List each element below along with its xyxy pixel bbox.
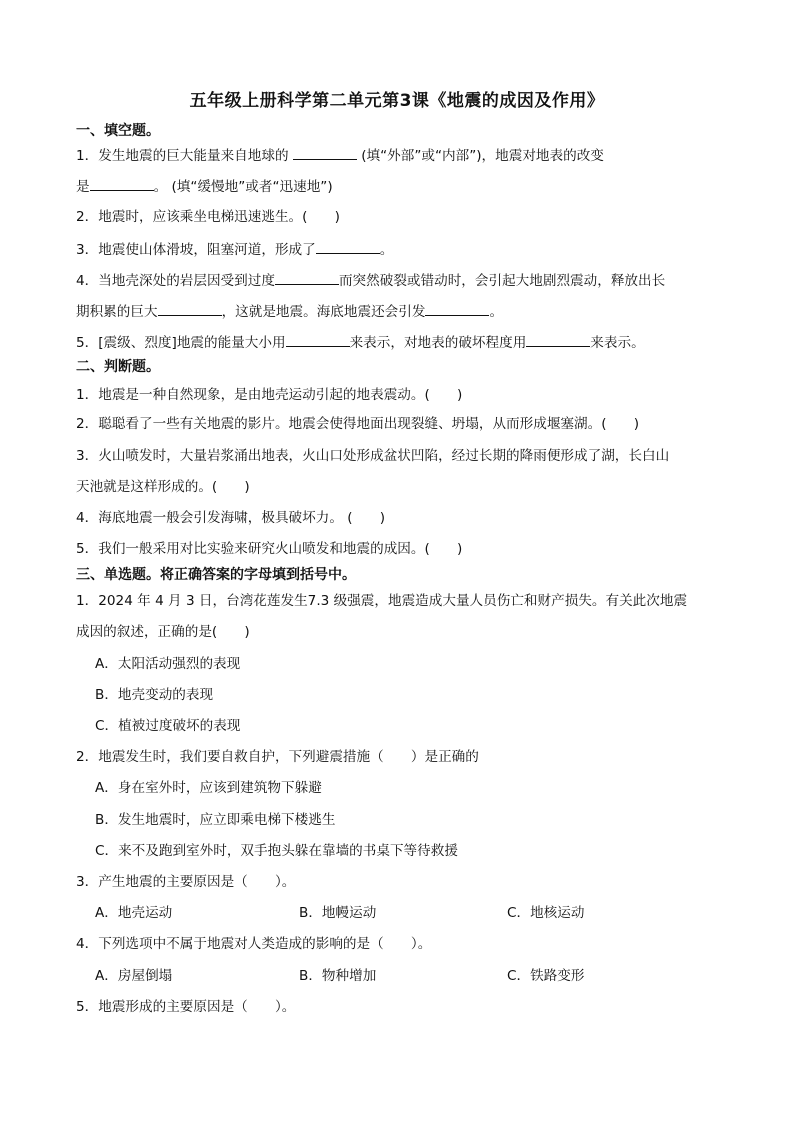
question-mc-4: 4．下列选项中不属于地震对人类造成的影响的是（ ）。 xyxy=(76,936,432,952)
option-c[interactable]: C．地核运动 xyxy=(507,905,585,921)
text: 是 xyxy=(76,179,90,195)
option-b[interactable]: B．物种增加 xyxy=(299,968,377,984)
option-c[interactable]: C．来不及跑到室外时，双手抱头躲在靠墙的书桌下等待救援 xyxy=(95,843,458,859)
text: 来表示，对地表的破坏程度用 xyxy=(349,335,527,351)
question-tf-2: 2．聪聪看了一些有关地震的影片。地震会使得地面出现裂缝、坍塌，从而形成堰塞湖。( ) xyxy=(76,416,640,432)
section-heading-fill-blank: 一、填空题。 xyxy=(76,123,160,139)
question-fill-1-line2 xyxy=(76,176,333,197)
text: (填“外部”或“内部”)，地震对地表的改变 xyxy=(361,148,604,164)
question-tf-3-line1: 3．火山喷发时，大量岩浆涌出地表，火山口处形成盆状凹陷，经过长期的降雨便形成了湖，长白山 xyxy=(76,448,670,464)
option-b[interactable]: B．地壳变动的表现 xyxy=(95,687,214,703)
option-a[interactable]: A．房屋倒塌 xyxy=(95,968,173,984)
text: 1．发生地震的巨大能量来自地球的 xyxy=(76,148,289,164)
section-heading-single-choice: 三、单选题。将正确答案的字母填到括号中。 xyxy=(76,567,356,583)
answer-blank[interactable] xyxy=(158,301,222,316)
question-tf-4: 4．海底地震一般会引发海啸，极具破坏力。 ( ) xyxy=(76,510,386,526)
answer-blank[interactable] xyxy=(275,270,339,285)
question-fill-3 xyxy=(76,239,393,260)
question-mc-3: 3．产生地震的主要原因是（ ）。 xyxy=(76,874,296,890)
text: ，这就是地震。海底地震还会引发 xyxy=(221,304,426,320)
text: 。 xyxy=(489,304,504,320)
text: 5．[震级、烈度]地震的能量大小用 xyxy=(76,335,286,351)
question-fill-4-line2 xyxy=(76,301,503,322)
text: 。 xyxy=(379,242,394,258)
question-tf-3-line2: 天池就是这样形成的。( ) xyxy=(76,479,250,495)
question-mc-1-line1: 1．2024 年 4 月 3 日，台湾花莲发生7.3 级强震，地震造成大量人员伤亡和财产损失。有关此次地震 xyxy=(76,593,688,609)
question-tf-1: 1．地震是一种自然现象，是由地壳运动引起的地表震动。( ) xyxy=(76,387,463,403)
option-a[interactable]: A．地壳运动 xyxy=(95,905,173,921)
option-b[interactable]: B．地幔运动 xyxy=(299,905,377,921)
option-a[interactable]: A．身在室外时，应该到建筑物下躲避 xyxy=(95,780,322,796)
text: 3．地震使山体滑坡，阻塞河道，形成了 xyxy=(76,242,316,258)
question-mc-2: 2．地震发生时，我们要自救自护，下列避震措施（ ）是正确的 xyxy=(76,749,479,765)
question-tf-5: 5．我们一般采用对比实验来研究火山喷发和地震的成因。( ) xyxy=(76,541,463,557)
question-fill-1-line1 xyxy=(76,145,604,166)
question-mc-1-line2: 成因的叙述，正确的是( ) xyxy=(76,624,250,640)
option-a[interactable]: A．太阳活动强烈的表现 xyxy=(95,656,241,672)
answer-blank[interactable] xyxy=(90,176,154,191)
question-fill-5 xyxy=(76,332,645,353)
text: 。 (填“缓慢地”或者“迅速地”) xyxy=(153,179,333,195)
answer-blank[interactable] xyxy=(526,332,590,347)
answer-blank[interactable] xyxy=(286,332,350,347)
option-c[interactable]: C．植被过度破坏的表现 xyxy=(95,718,241,734)
question-mc-5: 5．地震形成的主要原因是（ ）。 xyxy=(76,999,296,1015)
answer-blank[interactable] xyxy=(293,145,357,160)
text: 而突然破裂或错动时，会引起大地剧烈震动，释放出长 xyxy=(338,273,666,289)
question-fill-2: 2．地震时，应该乘坐电梯迅速逃生。( ) xyxy=(76,209,340,225)
question-fill-4-line1 xyxy=(76,270,665,291)
option-b[interactable]: B．发生地震时，应立即乘电梯下楼逃生 xyxy=(95,812,336,828)
answer-blank[interactable] xyxy=(316,239,380,254)
page-title: 五年级上册科学第二单元第3课《地震的成因及作用》 xyxy=(189,91,605,111)
answer-blank[interactable] xyxy=(425,301,489,316)
text: 4．当地壳深处的岩层因受到过度 xyxy=(76,273,275,289)
section-heading-true-false: 二、判断题。 xyxy=(76,359,160,375)
text: 期积累的巨大 xyxy=(76,304,158,320)
text: 来表示。 xyxy=(590,335,645,351)
option-c[interactable]: C．铁路变形 xyxy=(507,968,585,984)
